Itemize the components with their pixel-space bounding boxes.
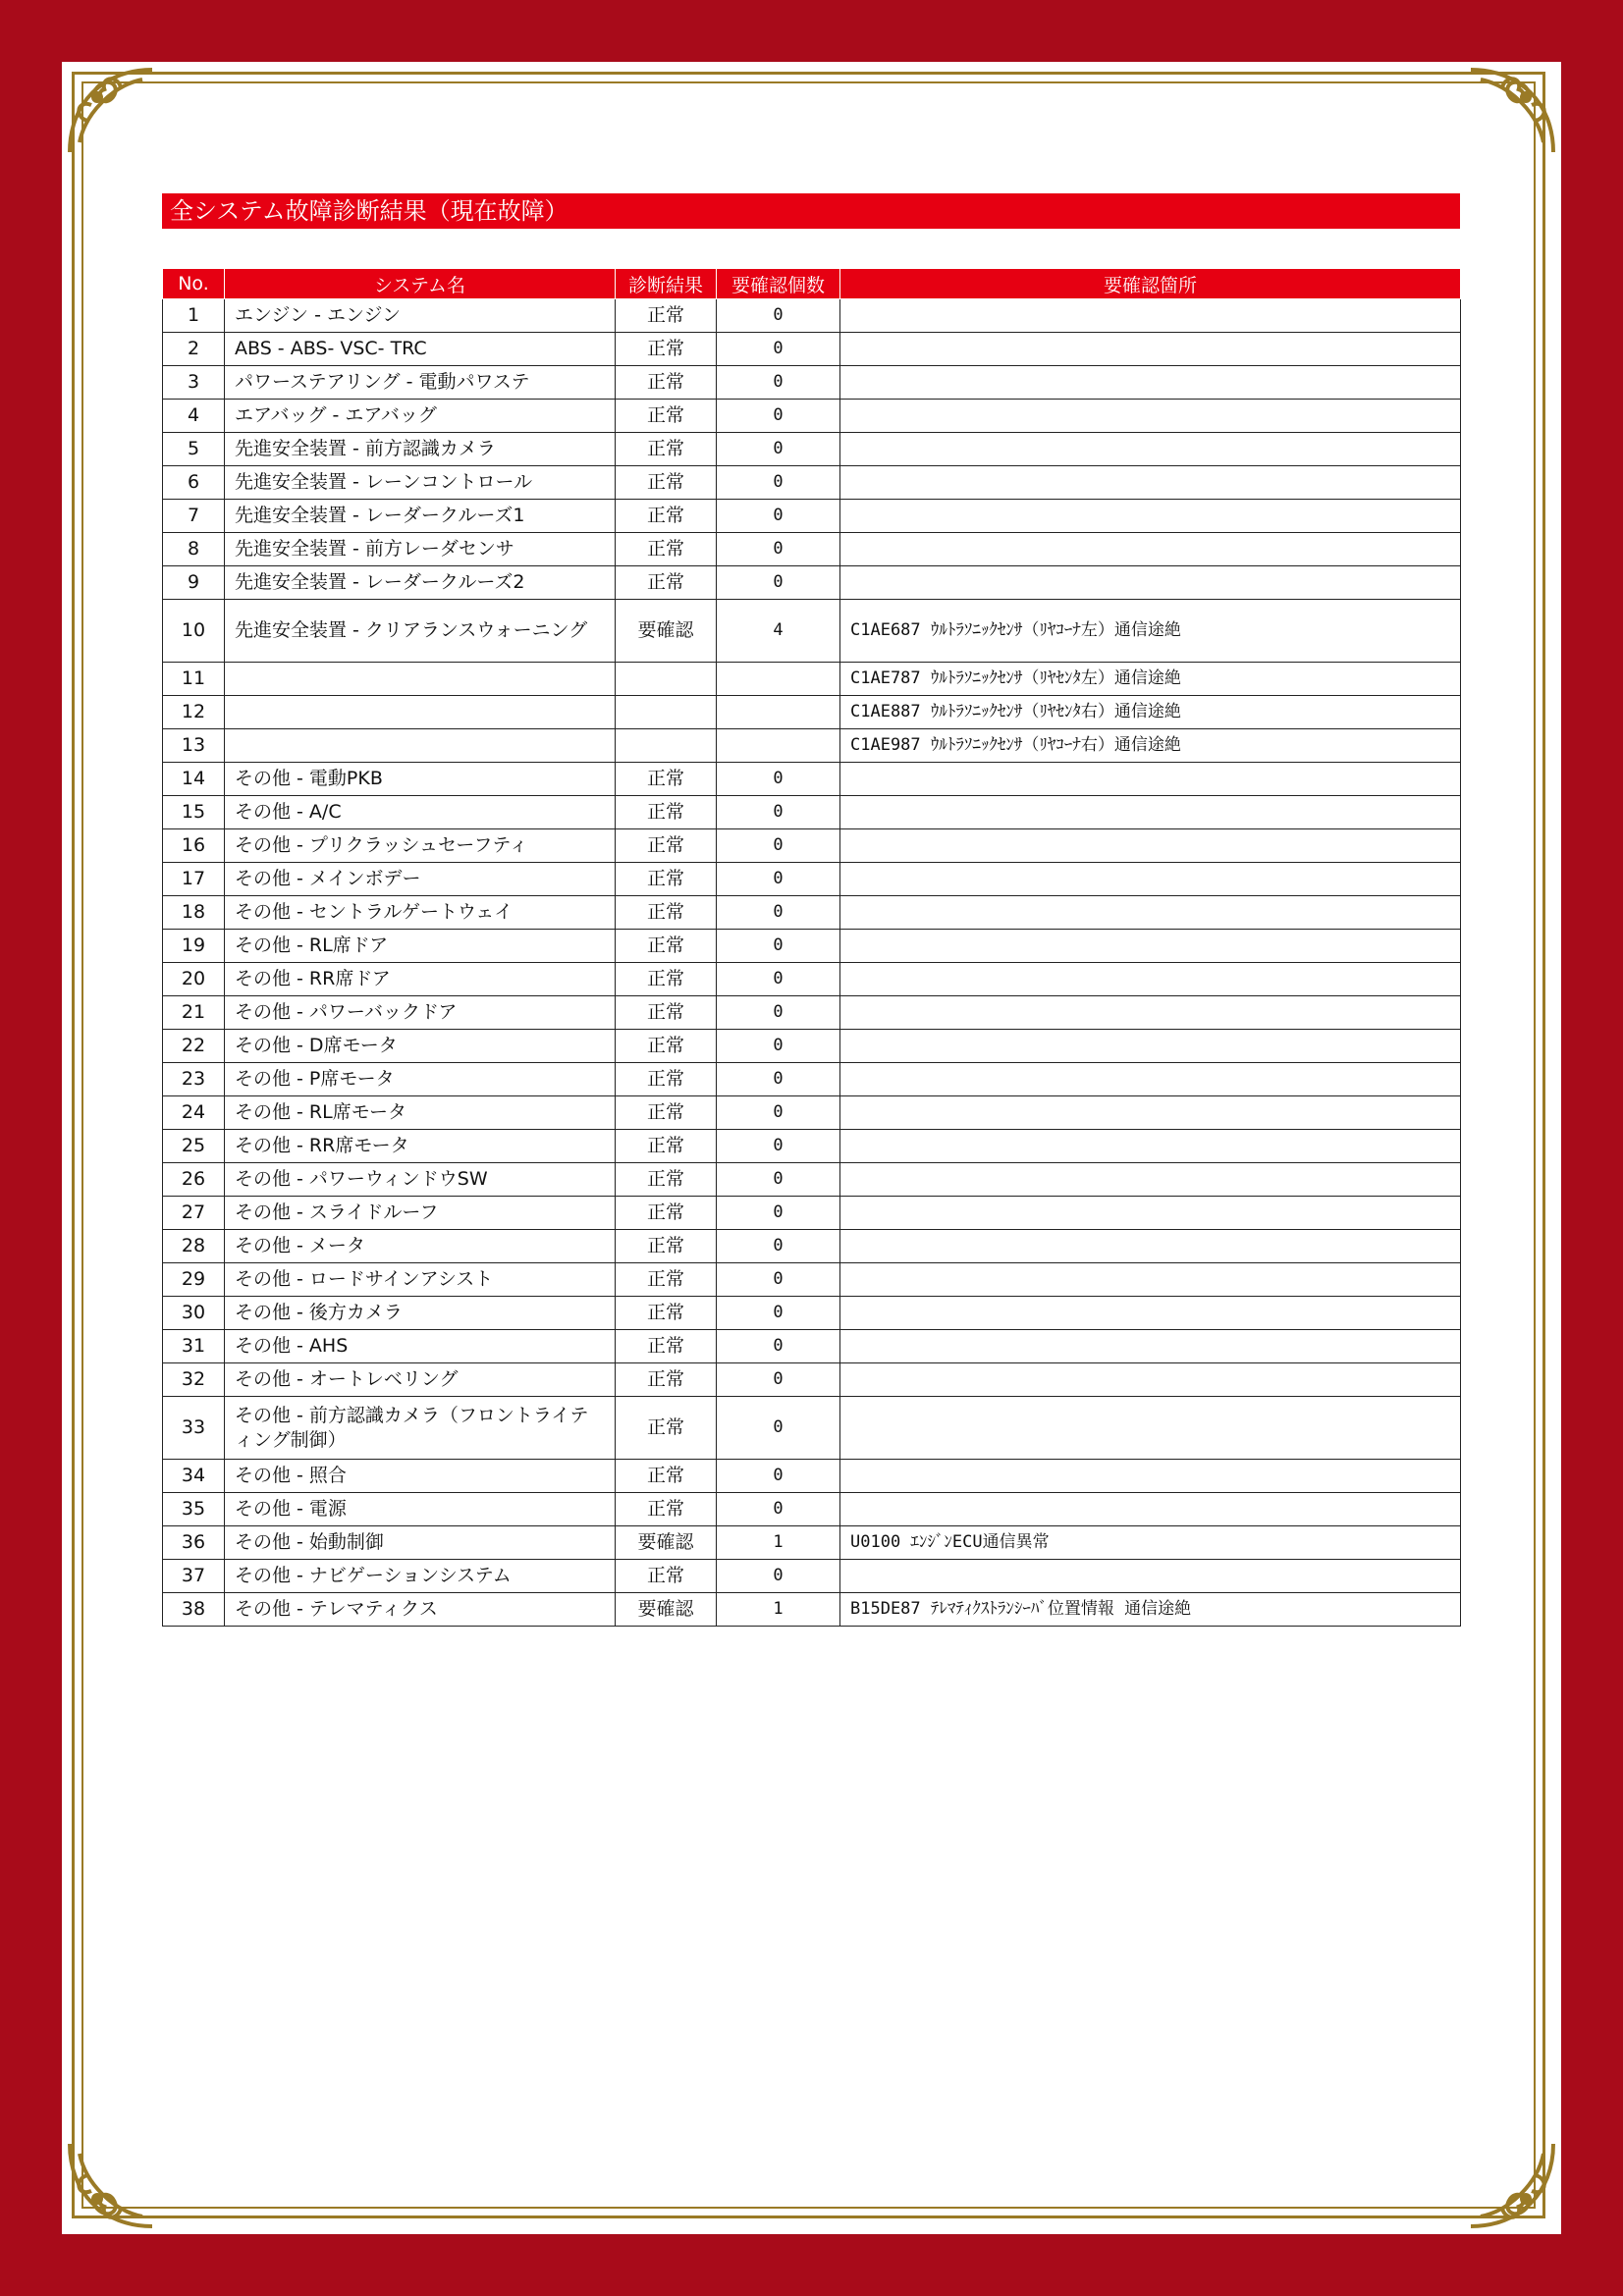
check-count: 0 <box>717 1263 840 1297</box>
diagnosis-result <box>616 696 717 729</box>
row-number: 27 <box>163 1197 225 1230</box>
diagnosis-result: 正常 <box>616 1230 717 1263</box>
diagnosis-result: 正常 <box>616 533 717 566</box>
system-name: その他 - 電源 <box>225 1493 616 1526</box>
table-row <box>163 366 1461 400</box>
diagnosis-result: 正常 <box>616 1096 717 1130</box>
row-number: 16 <box>163 829 225 863</box>
check-detail <box>840 299 1461 333</box>
check-detail <box>840 1460 1461 1493</box>
check-count: 0 <box>717 1297 840 1330</box>
diagnosis-result: 正常 <box>616 1130 717 1163</box>
diagnosis-result: 正常 <box>616 1460 717 1493</box>
row-number: 32 <box>163 1363 225 1397</box>
row-number: 30 <box>163 1297 225 1330</box>
system-name: その他 - 始動制御 <box>225 1526 616 1560</box>
row-number: 37 <box>163 1560 225 1593</box>
row-number: 34 <box>163 1460 225 1493</box>
table-row <box>163 1230 1461 1263</box>
table-row <box>163 1493 1461 1526</box>
check-detail <box>840 1560 1461 1593</box>
table-row <box>163 1593 1461 1627</box>
diagnosis-result: 正常 <box>616 930 717 963</box>
system-name: その他 - AHS <box>225 1330 616 1363</box>
check-count: 0 <box>717 1460 840 1493</box>
check-detail <box>840 1096 1461 1130</box>
row-number: 12 <box>163 696 225 729</box>
table-row <box>163 600 1461 663</box>
system-name: その他 - オートレベリング <box>225 1363 616 1397</box>
row-number: 19 <box>163 930 225 963</box>
check-count <box>717 696 840 729</box>
table-row <box>163 533 1461 566</box>
diagnosis-result: 正常 <box>616 1297 717 1330</box>
table-row <box>163 896 1461 930</box>
check-count: 1 <box>717 1593 840 1627</box>
check-detail <box>840 466 1461 500</box>
check-detail <box>840 366 1461 400</box>
corner-ornament-icon <box>1465 2138 1559 2232</box>
system-name <box>225 729 616 763</box>
system-name: その他 - パワーウィンドウSW <box>225 1163 616 1197</box>
system-name: 先進安全装置 - 前方レーダセンサ <box>225 533 616 566</box>
corner-ornament-icon <box>1465 64 1559 158</box>
system-name: 先進安全装置 - レーダークルーズ1 <box>225 500 616 533</box>
check-detail <box>840 1030 1461 1063</box>
table-row <box>163 829 1461 863</box>
diagnosis-result: 正常 <box>616 1263 717 1297</box>
check-count: 0 <box>717 996 840 1030</box>
check-count: 0 <box>717 829 840 863</box>
system-name: エアバッグ - エアバッグ <box>225 400 616 433</box>
check-detail <box>840 930 1461 963</box>
system-name: 先進安全装置 - 前方認識カメラ <box>225 433 616 466</box>
check-detail: B15DE87 ﾃﾚﾏﾃｨｸｽﾄﾗﾝｼｰﾊﾞ位置情報 通信途絶 <box>840 1593 1461 1627</box>
row-number: 17 <box>163 863 225 896</box>
check-detail <box>840 896 1461 930</box>
check-detail <box>840 1163 1461 1197</box>
check-count <box>717 663 840 696</box>
check-detail <box>840 400 1461 433</box>
row-number: 9 <box>163 566 225 600</box>
system-name: その他 - プリクラッシュセーフティ <box>225 829 616 863</box>
table-row <box>163 1063 1461 1096</box>
diagnosis-result: 正常 <box>616 333 717 366</box>
check-count: 0 <box>717 533 840 566</box>
check-count: 0 <box>717 400 840 433</box>
check-detail <box>840 863 1461 896</box>
check-detail: C1AE987 ｳﾙﾄﾗｿﾆｯｸｾﾝｻ（ﾘﾔｺｰﾅ右）通信途絶 <box>840 729 1461 763</box>
column-header-detail: 要確認箇所 <box>840 269 1461 299</box>
check-count: 0 <box>717 433 840 466</box>
row-number: 36 <box>163 1526 225 1560</box>
system-name: ABS - ABS- VSC- TRC <box>225 333 616 366</box>
check-detail <box>840 566 1461 600</box>
row-number: 13 <box>163 729 225 763</box>
system-name: その他 - パワーバックドア <box>225 996 616 1030</box>
check-count: 0 <box>717 930 840 963</box>
table-row <box>163 863 1461 896</box>
check-detail: U0100 ｴﾝｼﾞﾝECU通信異常 <box>840 1526 1461 1560</box>
check-count: 0 <box>717 1397 840 1460</box>
row-number: 5 <box>163 433 225 466</box>
row-number: 10 <box>163 600 225 663</box>
diagnosis-result <box>616 663 717 696</box>
check-count: 0 <box>717 763 840 796</box>
system-name: その他 - P席モータ <box>225 1063 616 1096</box>
row-number: 20 <box>163 963 225 996</box>
system-name: その他 - メインボデー <box>225 863 616 896</box>
table-row <box>163 400 1461 433</box>
system-name <box>225 696 616 729</box>
row-number: 1 <box>163 299 225 333</box>
table-header-row <box>163 269 1461 299</box>
check-count: 0 <box>717 1230 840 1263</box>
row-number: 38 <box>163 1593 225 1627</box>
check-count: 0 <box>717 1560 840 1593</box>
table-row <box>163 1163 1461 1197</box>
diagnosis-result: 正常 <box>616 299 717 333</box>
row-number: 14 <box>163 763 225 796</box>
corner-ornament-icon <box>64 2138 158 2232</box>
system-name: その他 - RR席モータ <box>225 1130 616 1163</box>
check-count: 0 <box>717 299 840 333</box>
table-row <box>163 996 1461 1030</box>
system-name: その他 - 電動PKB <box>225 763 616 796</box>
table-row <box>163 729 1461 763</box>
check-detail: C1AE687 ｳﾙﾄﾗｿﾆｯｸｾﾝｻ（ﾘﾔｺｰﾅ左）通信途絶 <box>840 600 1461 663</box>
check-count: 0 <box>717 1330 840 1363</box>
table-body <box>163 299 1461 1627</box>
table-row <box>163 763 1461 796</box>
check-count: 4 <box>717 600 840 663</box>
system-name: その他 - 前方認識カメラ（フロントライティング制御） <box>225 1397 616 1460</box>
check-detail: C1AE887 ｳﾙﾄﾗｿﾆｯｸｾﾝｻ（ﾘﾔｾﾝﾀ右）通信途絶 <box>840 696 1461 729</box>
diagnosis-result: 正常 <box>616 763 717 796</box>
check-count: 0 <box>717 566 840 600</box>
table-row <box>163 1197 1461 1230</box>
table-row <box>163 1030 1461 1063</box>
check-count: 0 <box>717 366 840 400</box>
column-header-no: No. <box>163 269 225 299</box>
system-name: 先進安全装置 - レーダークルーズ2 <box>225 566 616 600</box>
diagnosis-result: 正常 <box>616 996 717 1030</box>
system-name: その他 - スライドルーフ <box>225 1197 616 1230</box>
diagnosis-result: 正常 <box>616 829 717 863</box>
check-count: 0 <box>717 963 840 996</box>
table-row <box>163 1130 1461 1163</box>
check-count: 0 <box>717 1130 840 1163</box>
diagnosis-result: 正常 <box>616 863 717 896</box>
system-name: パワーステアリング - 電動パワステ <box>225 366 616 400</box>
row-number: 26 <box>163 1163 225 1197</box>
row-number: 23 <box>163 1063 225 1096</box>
check-detail <box>840 500 1461 533</box>
row-number: 2 <box>163 333 225 366</box>
check-count: 0 <box>717 863 840 896</box>
diagnosis-result: 要確認 <box>616 1593 717 1627</box>
check-detail <box>840 1197 1461 1230</box>
diagnosis-result: 正常 <box>616 796 717 829</box>
check-count: 0 <box>717 1096 840 1130</box>
check-count: 0 <box>717 1493 840 1526</box>
diagnosis-result: 正常 <box>616 366 717 400</box>
diagnosis-result: 正常 <box>616 400 717 433</box>
diagnosis-result: 正常 <box>616 1560 717 1593</box>
check-detail <box>840 533 1461 566</box>
system-name: その他 - メータ <box>225 1230 616 1263</box>
system-name: 先進安全装置 - レーンコントロール <box>225 466 616 500</box>
table-row <box>163 796 1461 829</box>
check-count <box>717 729 840 763</box>
check-detail <box>840 1063 1461 1096</box>
check-detail <box>840 996 1461 1030</box>
diagnosis-table <box>162 268 1461 1627</box>
row-number: 4 <box>163 400 225 433</box>
row-number: 29 <box>163 1263 225 1297</box>
table-row <box>163 1397 1461 1460</box>
row-number: 21 <box>163 996 225 1030</box>
check-count: 0 <box>717 796 840 829</box>
row-number: 33 <box>163 1397 225 1460</box>
diagnosis-result: 正常 <box>616 1197 717 1230</box>
system-name: その他 - RR席ドア <box>225 963 616 996</box>
check-detail <box>840 796 1461 829</box>
system-name: その他 - D席モータ <box>225 1030 616 1063</box>
check-detail <box>840 1230 1461 1263</box>
check-detail <box>840 1263 1461 1297</box>
system-name: その他 - 後方カメラ <box>225 1297 616 1330</box>
check-detail <box>840 1493 1461 1526</box>
system-name: その他 - テレマティクス <box>225 1593 616 1627</box>
table-row <box>163 466 1461 500</box>
system-name: その他 - RL席モータ <box>225 1096 616 1130</box>
diagnosis-result: 正常 <box>616 1063 717 1096</box>
check-detail <box>840 1363 1461 1397</box>
row-number: 18 <box>163 896 225 930</box>
diagnosis-result: 要確認 <box>616 1526 717 1560</box>
table-row <box>163 963 1461 996</box>
table-row <box>163 1363 1461 1397</box>
diagnosis-result: 正常 <box>616 1397 717 1460</box>
check-count: 0 <box>717 1363 840 1397</box>
row-number: 8 <box>163 533 225 566</box>
diagnosis-result: 正常 <box>616 1330 717 1363</box>
table-row <box>163 1460 1461 1493</box>
diagnosis-result: 正常 <box>616 1163 717 1197</box>
row-number: 11 <box>163 663 225 696</box>
check-detail <box>840 829 1461 863</box>
diagnosis-result: 正常 <box>616 433 717 466</box>
table-row <box>163 566 1461 600</box>
system-name: その他 - ナビゲーションシステム <box>225 1560 616 1593</box>
row-number: 22 <box>163 1030 225 1063</box>
table-row <box>163 500 1461 533</box>
check-count: 1 <box>717 1526 840 1560</box>
row-number: 25 <box>163 1130 225 1163</box>
diagnosis-result: 正常 <box>616 466 717 500</box>
check-detail <box>840 333 1461 366</box>
table-row <box>163 1096 1461 1130</box>
row-number: 7 <box>163 500 225 533</box>
check-count: 0 <box>717 1163 840 1197</box>
table-row <box>163 1526 1461 1560</box>
diagnosis-result: 正常 <box>616 896 717 930</box>
row-number: 31 <box>163 1330 225 1363</box>
system-name: その他 - RL席ドア <box>225 930 616 963</box>
table-row <box>163 1297 1461 1330</box>
check-count: 0 <box>717 333 840 366</box>
row-number: 3 <box>163 366 225 400</box>
column-header-count: 要確認個数 <box>717 269 840 299</box>
diagnosis-result: 正常 <box>616 566 717 600</box>
row-number: 28 <box>163 1230 225 1263</box>
table-row <box>163 333 1461 366</box>
system-name: 先進安全装置 - クリアランスウォーニング <box>225 600 616 663</box>
row-number: 15 <box>163 796 225 829</box>
check-count: 0 <box>717 500 840 533</box>
check-count: 0 <box>717 466 840 500</box>
table-row <box>163 696 1461 729</box>
system-name: その他 - セントラルゲートウェイ <box>225 896 616 930</box>
row-number: 24 <box>163 1096 225 1130</box>
table-row <box>163 663 1461 696</box>
diagnosis-result: 正常 <box>616 500 717 533</box>
check-count: 0 <box>717 896 840 930</box>
check-detail <box>840 1397 1461 1460</box>
table-row <box>163 1263 1461 1297</box>
row-number: 6 <box>163 466 225 500</box>
check-detail <box>840 963 1461 996</box>
diagnosis-result: 正常 <box>616 1030 717 1063</box>
check-detail <box>840 433 1461 466</box>
check-detail <box>840 1297 1461 1330</box>
diagnosis-result <box>616 729 717 763</box>
report-page <box>62 62 1561 2234</box>
system-name: その他 - ロードサインアシスト <box>225 1263 616 1297</box>
check-detail <box>840 1130 1461 1163</box>
system-name: その他 - A/C <box>225 796 616 829</box>
check-count: 0 <box>717 1063 840 1096</box>
check-count: 0 <box>717 1197 840 1230</box>
diagnosis-result: 正常 <box>616 1493 717 1526</box>
table-row <box>163 1330 1461 1363</box>
check-count: 0 <box>717 1030 840 1063</box>
diagnosis-result: 正常 <box>616 1363 717 1397</box>
check-detail: C1AE787 ｳﾙﾄﾗｿﾆｯｸｾﾝｻ（ﾘﾔｾﾝﾀ左）通信途絶 <box>840 663 1461 696</box>
column-header-system: システム名 <box>225 269 616 299</box>
table-row <box>163 1560 1461 1593</box>
table-row <box>163 930 1461 963</box>
diagnosis-result: 正常 <box>616 963 717 996</box>
corner-ornament-icon <box>64 64 158 158</box>
report-title: 全システム故障診断結果（現在故障） <box>162 193 1460 229</box>
system-name: エンジン - エンジン <box>225 299 616 333</box>
table-row <box>163 433 1461 466</box>
check-detail <box>840 763 1461 796</box>
column-header-result: 診断結果 <box>616 269 717 299</box>
table-row <box>163 299 1461 333</box>
system-name: その他 - 照合 <box>225 1460 616 1493</box>
diagnosis-result: 要確認 <box>616 600 717 663</box>
system-name <box>225 663 616 696</box>
check-detail <box>840 1330 1461 1363</box>
row-number: 35 <box>163 1493 225 1526</box>
